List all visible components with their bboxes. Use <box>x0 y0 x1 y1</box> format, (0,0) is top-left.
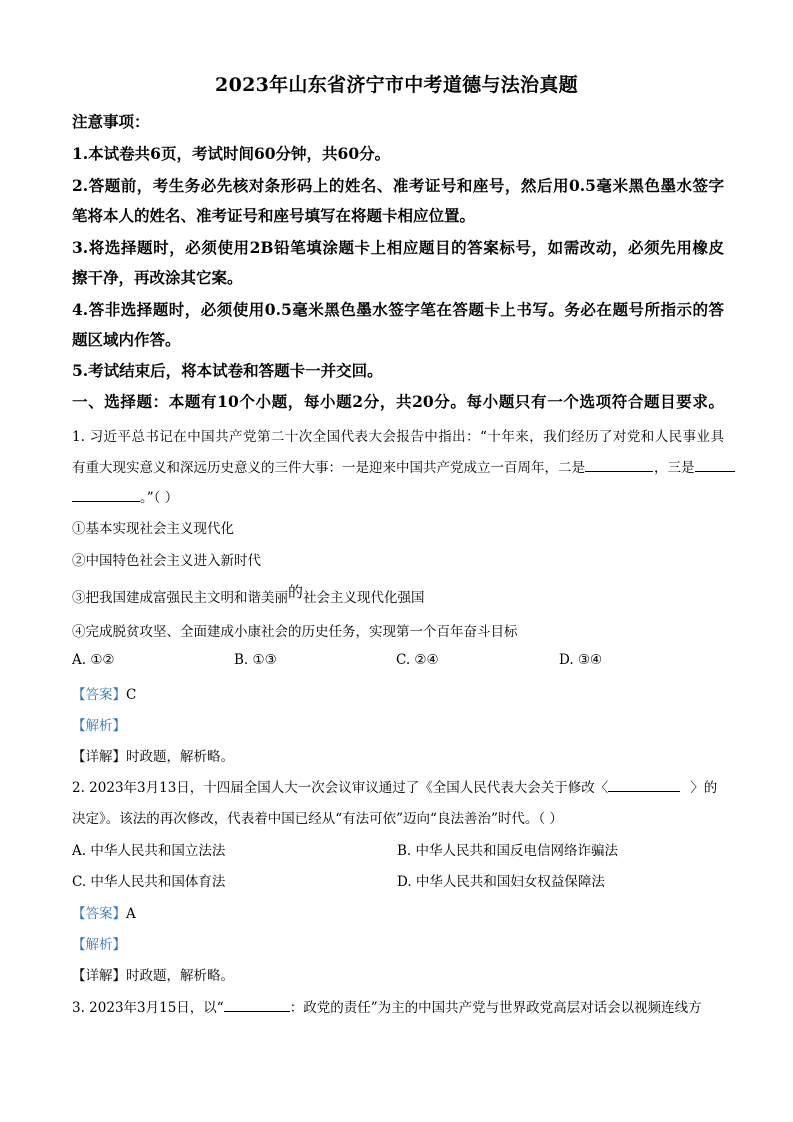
q3-stem-text: 3. 2023年3月15日，以“ <box>72 1000 224 1016</box>
notice-line: 4.答非选择题时，必须使用0.5毫米黑色墨水签字笔在答题卡上书写。务必在题号所指示的答 <box>72 300 724 319</box>
analysis-tag: 【解析】 <box>72 718 126 734</box>
q3-blank <box>224 997 290 1012</box>
notice-line: 题区域内作答。 <box>72 330 181 349</box>
q1-option-b: B. ①③ <box>234 652 277 668</box>
q1-stem-text: 。”（ ） <box>140 490 179 506</box>
q1-blank-2 <box>72 487 140 502</box>
notice-heading: 注意事项： <box>72 112 150 131</box>
q1-stem-text: ，三是 <box>654 460 695 476</box>
analysis-tag: 【解析】 <box>72 937 126 953</box>
section-heading: 一、选择题：本题有10个小题，每小题2分，共20分。每小题只有一个选项符合题目要求。 <box>72 392 724 411</box>
q1-item-text: 社会主义现代化强国 <box>303 590 425 606</box>
detail-tag: 【详解】 <box>72 749 126 765</box>
q2-analysis <box>72 933 724 953</box>
detail-text: 时政题，解析略。 <box>126 968 234 984</box>
q2-stem-text: 2. 2023年3月13日，十四届全国人大一次会议审议通过了《全国人民代表大会关于修改〈 <box>72 780 609 796</box>
q1-stem-line <box>72 486 724 506</box>
q1-item: ①基本实现社会主义现代化 <box>72 521 234 537</box>
q2-detail <box>72 964 724 984</box>
q1-detail <box>72 745 724 765</box>
answer-value: C <box>126 687 137 703</box>
notice-line: 5.考试结束后，将本试卷和答题卡一并交回。 <box>72 361 383 380</box>
q1-answer <box>72 683 724 703</box>
q1-option-d: D. ③④ <box>559 652 603 668</box>
q3-stem-line <box>72 996 724 1016</box>
q2-option-c: C. 中华人民共和国体育法 <box>72 874 226 890</box>
detail-text: 时政题，解析略。 <box>126 749 234 765</box>
notice-line: 1.本试卷共6页，考试时间60分钟，共60分。 <box>72 144 391 163</box>
q1-item-raised: 的 <box>288 583 304 601</box>
q2-option-a: A. 中华人民共和国立法法 <box>72 843 226 859</box>
q1-blank-2a <box>695 457 735 472</box>
q1-item <box>72 583 724 607</box>
q2-stem-text: 〉的 <box>690 780 718 796</box>
notice-line: 2.答题前，考生务必先核对条形码上的姓名、准考证号和座号，然后用0.5毫米黑色墨水签字 <box>72 176 724 195</box>
q2-option-b: B. 中华人民共和国反电信网络诈骗法 <box>397 843 619 859</box>
q2-stem-line: 决定》。该法的再次修改，代表着中国已经从“有法可依”迈向“良法善治”时代。（ ） <box>72 811 563 827</box>
q2-blank <box>608 777 680 792</box>
answer-tag: 【答案】 <box>72 687 126 703</box>
q1-stem-line <box>72 456 724 476</box>
q1-item: ②中国特色社会主义进入新时代 <box>72 553 261 569</box>
q1-item: ④完成脱贫攻坚、全面建成小康社会的历史任务，实现第一个百年奋斗目标 <box>72 624 518 640</box>
q1-stem-text: 有重大现实意义和深远历史意义的三件大事：一是迎来中国共产党成立一百周年，二是 <box>72 460 585 476</box>
q1-option-c: C. ②④ <box>396 652 439 668</box>
notice-line: 3.将选择题时，必须使用2B铅笔填涂题卡上相应题目的答案标号，如需改动，必须先用橡皮 <box>72 238 724 257</box>
answer-tag: 【答案】 <box>72 906 126 922</box>
answer-value: A <box>126 906 136 922</box>
q1-blank-1 <box>585 457 653 472</box>
q1-analysis <box>72 714 724 734</box>
q2-stem-line <box>72 776 724 796</box>
q1-option-a: A. ①② <box>72 652 115 668</box>
q3-stem-text: ：政党的责任”为主的中国共产党与世界政党高层对话会以视频连线方 <box>289 1000 702 1016</box>
q2-option-d: D. 中华人民共和国妇女权益保障法 <box>397 874 605 890</box>
notice-line: 擦干净，再改涂其它案。 <box>72 268 243 287</box>
page-title: 2023年山东省济宁市中考道德与法治真题 <box>215 74 578 96</box>
q2-answer <box>72 902 724 922</box>
q1-item-text: ③把我国建成富强民主文明和谐美丽 <box>72 590 288 606</box>
detail-tag: 【详解】 <box>72 968 126 984</box>
notice-line: 笔将本人的姓名、准考证号和座号填写在将题卡相应位置。 <box>72 206 476 225</box>
q1-stem-line: 1. 习近平总书记在中国共产党第二十次全国代表大会报告中指出：“十年来，我们经历了对党和人民事业具 <box>72 429 724 445</box>
